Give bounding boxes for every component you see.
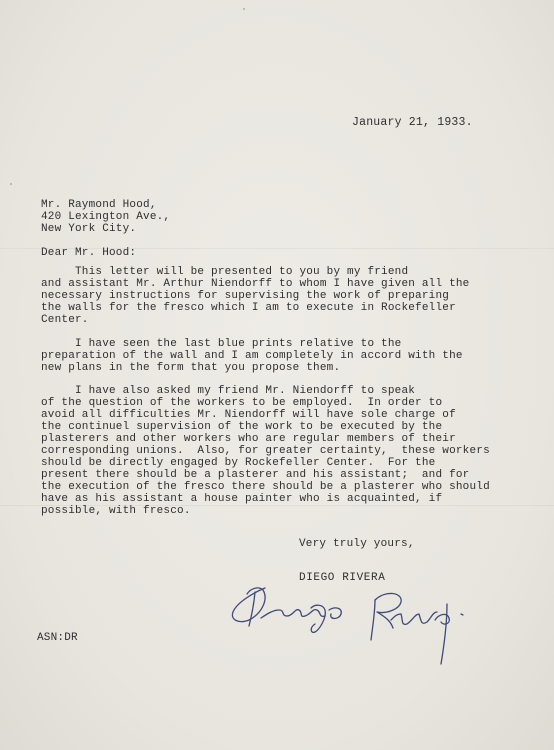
body-line: the walls for the fresco which I am to execute in Rockefeller	[41, 302, 456, 314]
body-line: I have also asked my friend Mr. Niendorff to speak	[41, 385, 416, 397]
body-line: possible, with fresco.	[41, 505, 191, 517]
body-line: of the question of the workers to be employed. In order to	[41, 397, 443, 409]
paper-speck	[10, 183, 12, 185]
body-line: Center.	[41, 314, 89, 326]
typist-initials: ASN:DR	[37, 632, 78, 644]
body-line: necessary instructions for supervising the work of preparing	[41, 290, 450, 302]
body-line: new plans in the form that you propose them.	[41, 362, 341, 374]
body-line: the continuel supervision of the work to be executed by the	[41, 421, 443, 433]
handwritten-signature	[225, 580, 475, 672]
salutation: Dear Mr. Hood:	[41, 247, 137, 259]
body-line: and assistant Mr. Arthur Niendorff to whom I have given all the	[41, 278, 470, 290]
body-line: should be directly engaged by Rockefeller Center. For the	[41, 457, 436, 469]
recipient-city: New York City.	[41, 223, 137, 235]
body-line: present there should be a plasterer and his assistant; and for	[41, 469, 470, 481]
signer-name: DIEGO RIVERA	[299, 572, 386, 584]
closing: Very truly yours,	[299, 538, 415, 550]
body-line: preparation of the wall and I am completely in accord with the	[41, 350, 463, 362]
body-line: corresponding unions. Also, for greater certainty, these workers	[41, 445, 490, 457]
recipient-name: Mr. Raymond Hood,	[41, 199, 157, 211]
body-line: avoid all difficulties Mr. Niendorff will have sole charge of	[41, 409, 456, 421]
body-line: I have seen the last blue prints relative to the	[41, 338, 402, 350]
letter-date: January 21, 1933.	[352, 116, 473, 129]
body-line: plasterers and other workers who are regular members of their	[41, 433, 456, 445]
body-line: This letter will be presented to you by my friend	[41, 266, 409, 278]
body-line: the execution of the fresco there should be a plasterer who should	[41, 481, 490, 493]
paper-speck	[243, 8, 245, 10]
recipient-street: 420 Lexington Ave.,	[41, 211, 171, 223]
body-line: have as his assistant a house painter who is acquainted, if	[41, 493, 443, 505]
